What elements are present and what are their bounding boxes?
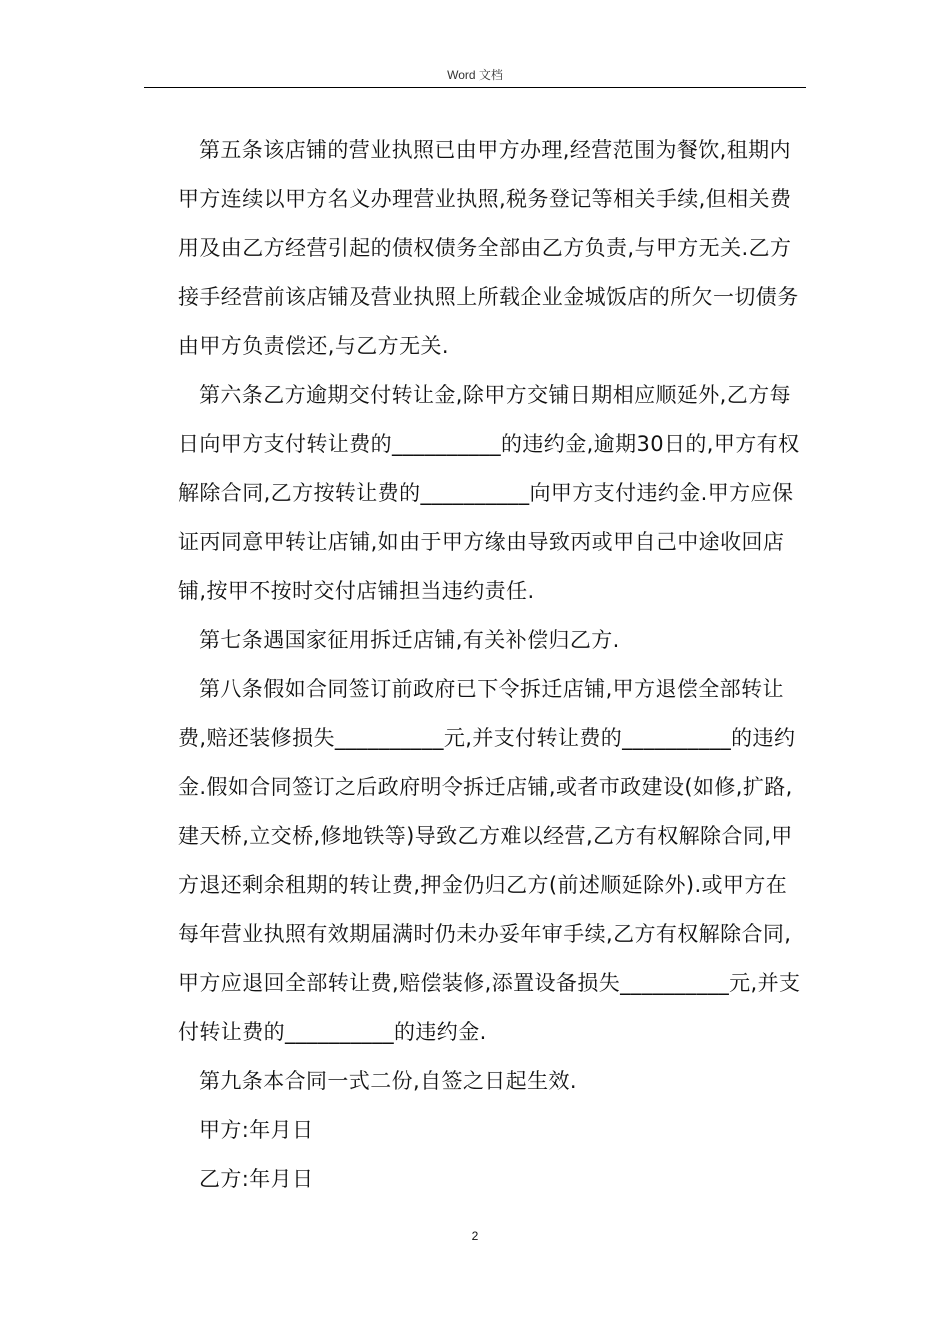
header-rule: [144, 87, 806, 88]
article-5-paragraph: 第五条该店铺的营业执照已由甲方办理,经营范围为餐饮,租期内甲方连续以甲方名义办理营业执照,税务登记等相关手续,但相关费用及由乙方经营引起的债权债务全部由乙方负责,与甲方无关.乙方接手经营前该店铺及营业执照上所载企业金城饭店的所欠一切债务由甲方负责偿还,与乙方无关.: [178, 138, 799, 358]
document-body: [178, 126, 802, 1204]
article-8-paragraph: 第八条假如合同签订前政府已下令拆迁店铺,甲方退偿全部转让费,赔还装修损失__________元,并支付转让费的__________的违约金.假如合同签订之后政府明令拆迁店铺,或者市政建设(如修,扩路,建天桥,立交桥,修地铁等)导致乙方难以经营,乙方有权解除合同,甲方退还剩余租期的转让费,押金仍归乙方(前述顺延除外).或甲方在每年营业执照有效期届满时仍未办妥年审手续,乙方有权解除合同,甲方应退回全部转让费,赔偿装修,添置设备损失__________元,并支付转让费的__________的违约金.: [178, 677, 801, 1044]
page-header: Word 文档: [447, 68, 503, 82]
article-6-paragraph: 第六条乙方逾期交付转让金,除甲方交铺日期相应顺延外,乙方每日向甲方支付转让费的__________的违约金,逾期30日的,甲方有权解除合同,乙方按转让费的__________向甲方支付违约金.甲方应保证丙同意甲转让店铺,如由于甲方缘由导致丙或甲自己中途收回店铺,按甲不按时交付店铺担当违约责任.: [178, 383, 800, 603]
article-9-paragraph: 第九条本合同一式二份,自签之日起生效.: [199, 1069, 577, 1093]
party-b-signature-line: 乙方:年月日: [199, 1167, 314, 1191]
page-number: 2: [471, 1229, 479, 1243]
party-a-signature-line: 甲方:年月日: [199, 1118, 314, 1142]
article-7-paragraph: 第七条遇国家征用拆迁店铺,有关补偿归乙方.: [199, 628, 620, 652]
